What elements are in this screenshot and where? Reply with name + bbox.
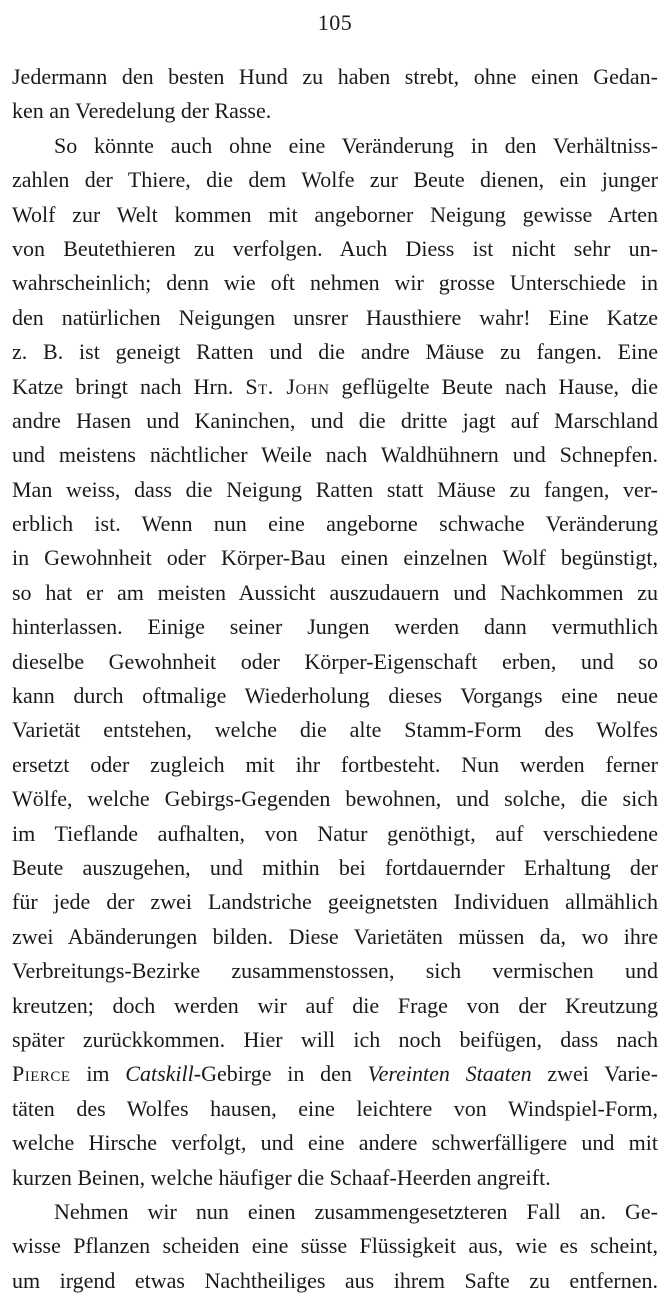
place-name: Catskill (125, 1061, 194, 1087)
text-line (12, 60, 658, 94)
text-segment: kann durch oftmalige Wiederholung dieses Vorgangs eine neue (12, 683, 658, 709)
place-name: Vereinten Staaten (367, 1061, 532, 1087)
text-segment: im Tieflande aufhalten, von Natur genöthigt, auf verschiedene (12, 820, 658, 846)
text-line (12, 404, 658, 438)
text-segment: Wolf zur Welt kommen mit angeborner Neigung gewisse Arten (12, 201, 658, 227)
text-line (12, 335, 658, 369)
text-line (12, 370, 658, 404)
text-segment: so hat er am meisten Aussicht auszudauern und Nachkommen zu (12, 579, 658, 605)
text-segment: geflügelte Beute nach Hause, die (329, 373, 658, 399)
text-line (12, 713, 658, 747)
text-segment: im (70, 1061, 126, 1087)
text-line (12, 507, 658, 541)
text-line (12, 920, 658, 954)
text-line (12, 129, 658, 163)
text-line (12, 576, 658, 610)
text-line (12, 1126, 658, 1160)
text-segment: z. B. ist geneigt Ratten und die andre Mäuse zu fangen. Eine (12, 339, 658, 365)
text-line (12, 645, 658, 679)
text-segment: zwei Abänderungen bilden. Diese Varietäten müssen da, wo ihre (12, 923, 658, 949)
text-segment: Jedermann den besten Hund zu haben strebt, ohne einen Gedan- (12, 64, 658, 89)
text-segment: Wölfe, welche Gebirgs-Gegenden bewohnen, und solche, die sich (12, 786, 658, 812)
text-segment: Katze bringt nach Hrn. (12, 373, 246, 399)
text-line (12, 1023, 658, 1057)
text-segment: wahrscheinlich; denn wie oft nehmen wir grosse Unterschiede in (12, 270, 658, 296)
text-segment: welche Hirsche verfolgt, und eine andere schwerfälligere und mit (12, 1130, 658, 1156)
page-number: 105 (317, 10, 353, 35)
text-segment: So könnte auch ohne eine Veränderung in den Verhältniss- (54, 132, 658, 158)
text-line (12, 989, 658, 1023)
text-line (12, 1229, 658, 1263)
text-segment: hinterlassen. Einige seiner Jungen werden dann vermuthlich (12, 614, 658, 640)
text-line (12, 473, 658, 507)
text-segment: Man weiss, dass die Neigung Ratten statt Mäuse zu fangen, ver- (12, 476, 658, 502)
text-segment: andre Hasen und Kaninchen, und die dritte jagt auf Marschland (12, 407, 658, 433)
text-line (12, 301, 658, 335)
text-segment: zwei Varie- (531, 1061, 658, 1087)
text-segment: und meistens nächtlicher Weile nach Waldhühnern und Schnepfen. (12, 442, 658, 468)
text-line (12, 541, 658, 575)
text-segment: kurzen Beinen, welche häufiger die Schaaf-Heerden angreift. (12, 1164, 551, 1190)
text-line (12, 94, 658, 128)
text-segment: Varietät entstehen, welche die alte Stamm-Form des Wolfes (12, 717, 658, 743)
text-line (12, 1092, 658, 1126)
text-segment: ersetzt oder zugleich mit ihr fortbesteht. Nun werden ferner (12, 751, 658, 777)
text-line (12, 885, 658, 919)
text-line (12, 1057, 658, 1091)
text-segment: dieselbe Gewohnheit oder Körper-Eigenschaft erben, und so (12, 648, 658, 674)
author-name: Pierce (12, 1061, 71, 1087)
text-segment: zahlen der Thiere, die dem Wolfe zur Beute dienen, ein junger (12, 167, 658, 193)
body-text (12, 60, 658, 1298)
text-line (12, 438, 658, 472)
text-line (12, 817, 658, 851)
text-segment: in Gewohnheit oder Körper-Bau einen einzelnen Wolf begünstigt, (12, 545, 658, 571)
text-line (12, 851, 658, 885)
text-line (12, 782, 658, 816)
text-line (12, 1264, 658, 1298)
text-line (12, 679, 658, 713)
text-segment: Beute auszugehen, und mithin bei fortdauernder Erhaltung der (12, 854, 658, 880)
text-segment: um irgend etwas Nachtheiliges aus ihrem Safte zu entfernen. (12, 1267, 658, 1293)
text-segment: ken an Veredelung der Rasse. (12, 98, 272, 124)
text-line (12, 198, 658, 232)
text-segment: Verbreitungs-Bezirke zusammenstossen, sich vermischen und (12, 958, 658, 984)
text-line (12, 1195, 658, 1229)
text-line (12, 610, 658, 644)
text-segment: kreutzen; doch werden wir auf die Frage von der Kreutzung (12, 992, 658, 1018)
text-line (12, 232, 658, 266)
text-segment: -Gebirge in den (193, 1061, 368, 1087)
text-segment: für jede der zwei Landstriche geeignetsten Individuen allmählich (12, 889, 658, 915)
text-segment: später zurückkommen. Hier will ich noch beifügen, dass nach (12, 1026, 658, 1052)
text-line (12, 954, 658, 988)
author-name: St. John (245, 373, 330, 399)
text-segment: den natürlichen Neigungen unsrer Hausthiere wahr! Eine Katze (12, 304, 658, 330)
text-segment: erblich ist. Wenn nun eine angeborne schwache Veränderung (12, 511, 658, 537)
text-line (12, 266, 658, 300)
text-segment: Nehmen wir nun einen zusammengesetzteren Fall an. Ge- (54, 1198, 658, 1224)
text-line (12, 163, 658, 197)
text-segment: wisse Pflanzen scheiden eine süsse Flüssigkeit aus, wie es scheint, (12, 1233, 658, 1259)
text-segment: täten des Wolfes hausen, eine leichtere von Windspiel-Form, (12, 1095, 658, 1121)
text-line (12, 748, 658, 782)
text-line (12, 1161, 658, 1195)
text-segment: von Beutethieren zu verfolgen. Auch Diess ist nicht sehr un- (12, 235, 658, 261)
